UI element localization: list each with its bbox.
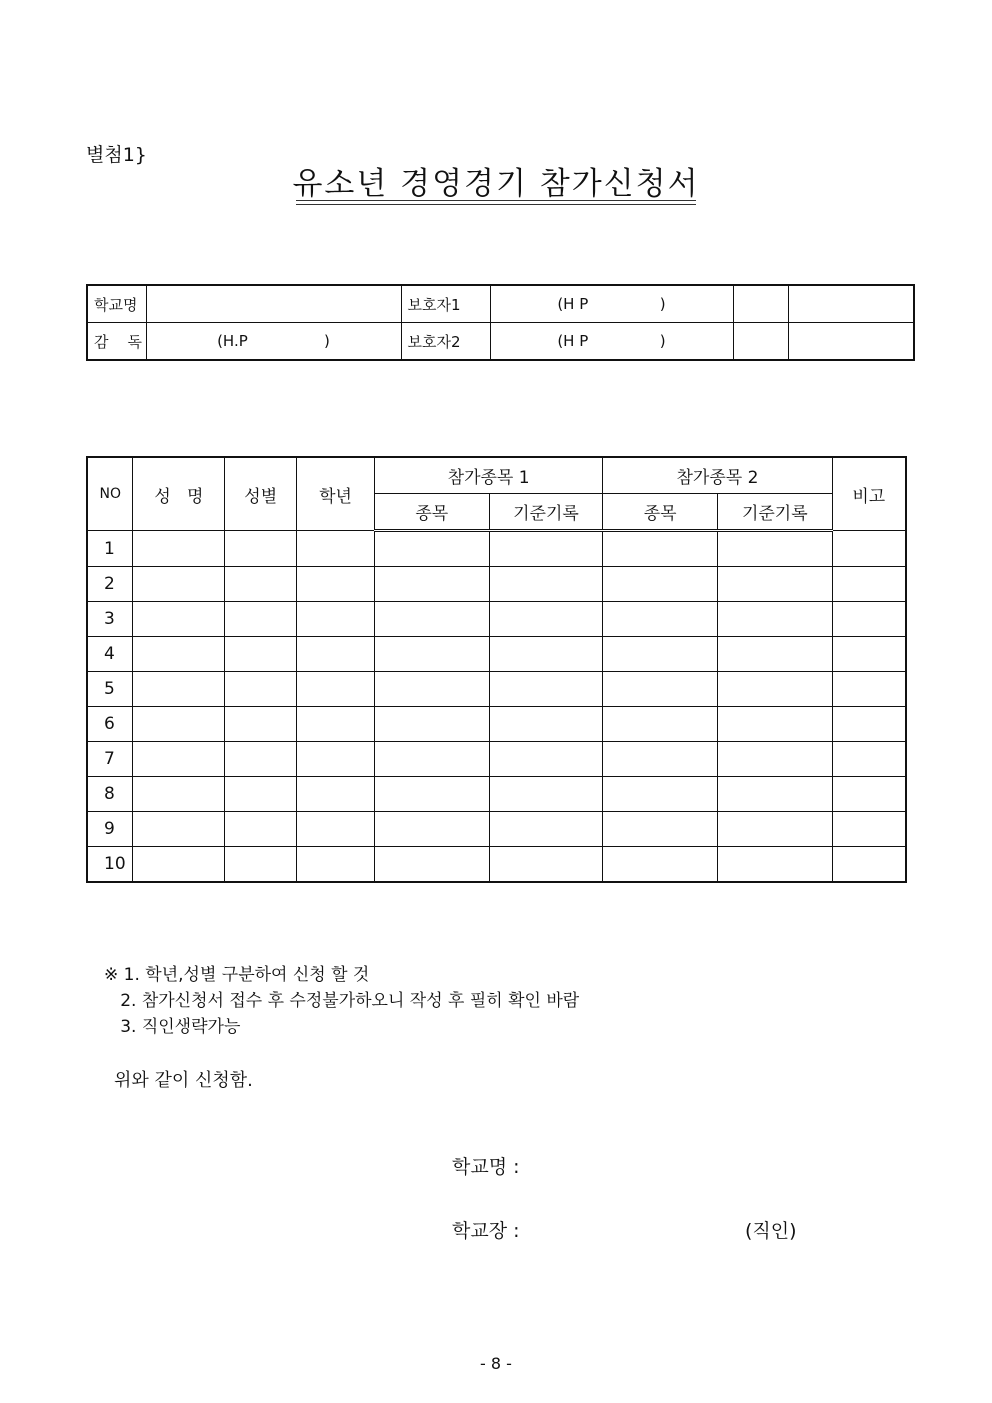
note-header: 비고 (832, 457, 906, 531)
coach-label: 감 독 (87, 323, 146, 361)
gender-header: 성별 (225, 457, 297, 531)
record1-cell[interactable] (489, 602, 603, 637)
event2-cell[interactable] (603, 812, 718, 847)
note-cell[interactable] (832, 812, 906, 847)
record1-cell[interactable] (489, 812, 603, 847)
note-cell[interactable] (832, 777, 906, 812)
event2-cell[interactable] (603, 531, 718, 567)
apply-statement: 위와 같이 신청함. (114, 1070, 253, 1091)
guardian2-label: 보호자2 (401, 323, 490, 361)
event1-cell[interactable] (374, 777, 489, 812)
school-name-field[interactable] (146, 285, 401, 323)
event2-event-header: 종목 (603, 494, 718, 531)
record2-cell[interactable] (717, 531, 832, 567)
name-cell[interactable] (133, 707, 225, 742)
record2-cell[interactable] (717, 567, 832, 602)
table-row (87, 742, 906, 777)
gender-cell[interactable] (225, 742, 297, 777)
record2-cell[interactable] (717, 847, 832, 883)
row-number: 3 (87, 602, 133, 637)
record2-cell[interactable] (717, 742, 832, 777)
record1-cell[interactable] (489, 637, 603, 672)
title-underline (296, 200, 696, 205)
signature-school-label: 학교명 : (452, 1156, 520, 1178)
grade-cell[interactable] (297, 567, 375, 602)
blank-cell[interactable] (733, 285, 788, 323)
table-row (87, 812, 906, 847)
name-cell[interactable] (133, 847, 225, 883)
note-cell[interactable] (832, 742, 906, 777)
record2-cell[interactable] (717, 637, 832, 672)
grade-cell[interactable] (297, 812, 375, 847)
coach-row (87, 323, 914, 361)
school-row (87, 285, 914, 323)
grade-cell[interactable] (297, 707, 375, 742)
gender-cell[interactable] (225, 812, 297, 847)
event1-cell[interactable] (374, 637, 489, 672)
note-cell[interactable] (832, 672, 906, 707)
grade-cell[interactable] (297, 742, 375, 777)
applicant-info-table (86, 284, 915, 361)
grade-cell[interactable] (297, 847, 375, 883)
table-row (87, 567, 906, 602)
event2-header: 참가종목 2 (603, 457, 832, 494)
record2-cell[interactable] (717, 672, 832, 707)
record1-cell[interactable] (489, 531, 603, 567)
table-row (87, 777, 906, 812)
table-row (87, 672, 906, 707)
record1-cell[interactable] (489, 707, 603, 742)
event2-cell[interactable] (603, 707, 718, 742)
record2-cell[interactable] (717, 602, 832, 637)
row-number: 4 (87, 637, 133, 672)
page-title: 유소년 경영경기 참가신청서 (292, 166, 700, 202)
event2-cell[interactable] (603, 777, 718, 812)
table-row (87, 847, 906, 883)
guardian1-label: 보호자1 (401, 285, 490, 323)
blank-cell[interactable] (788, 285, 914, 323)
table-row (87, 602, 906, 637)
grade-cell[interactable] (297, 531, 375, 567)
table-row (87, 707, 906, 742)
event1-cell[interactable] (374, 707, 489, 742)
blank-cell[interactable] (788, 323, 914, 361)
entry-table (86, 456, 907, 883)
name-header: 성 명 (133, 457, 225, 531)
grade-cell[interactable] (297, 777, 375, 812)
table-row (87, 531, 906, 567)
grade-cell[interactable] (297, 602, 375, 637)
row-number: 6 (87, 707, 133, 742)
note-item: ※ 1. 학년,성별 구분하여 신청 할 것 (104, 965, 370, 985)
record1-cell[interactable] (489, 847, 603, 883)
header-row (87, 457, 906, 494)
event1-cell[interactable] (374, 567, 489, 602)
event2-cell[interactable] (603, 847, 718, 883)
event1-cell[interactable] (374, 672, 489, 707)
event2-cell[interactable] (603, 742, 718, 777)
gender-cell[interactable] (225, 531, 297, 567)
record2-cell[interactable] (717, 812, 832, 847)
name-cell[interactable] (133, 602, 225, 637)
note-cell[interactable] (832, 707, 906, 742)
name-cell[interactable] (133, 812, 225, 847)
school-label: 학교명 (87, 285, 146, 323)
attachment-label: 별첨1} (86, 144, 147, 166)
row-number: 7 (87, 742, 133, 777)
gender-cell[interactable] (225, 602, 297, 637)
name-cell[interactable] (133, 742, 225, 777)
record1-cell[interactable] (489, 567, 603, 602)
row-number: 8 (87, 777, 133, 812)
event2-cell[interactable] (603, 672, 718, 707)
event1-event-header: 종목 (374, 494, 489, 531)
notes (104, 962, 579, 1040)
gender-cell[interactable] (225, 637, 297, 672)
event1-header: 참가종목 1 (374, 457, 602, 494)
record1-cell[interactable] (489, 777, 603, 812)
no-header: NO (87, 457, 133, 531)
name-cell[interactable] (133, 567, 225, 602)
seal-label: (직인) (745, 1220, 797, 1242)
event2-cell[interactable] (603, 567, 718, 602)
blank-cell[interactable] (733, 323, 788, 361)
gender-cell[interactable] (225, 567, 297, 602)
note-cell[interactable] (832, 637, 906, 672)
note-cell[interactable] (832, 531, 906, 567)
gender-cell[interactable] (225, 707, 297, 742)
signature-principal-label: 학교장 : (452, 1220, 520, 1242)
page-number: - 8 - (480, 1354, 512, 1373)
name-cell[interactable] (133, 777, 225, 812)
record2-cell[interactable] (717, 707, 832, 742)
coach-hp-field[interactable]: (H.P ) (146, 323, 401, 361)
row-number: 2 (87, 567, 133, 602)
event1-cell[interactable] (374, 531, 489, 567)
note-item: 3. 직인생략가능 (104, 1017, 241, 1037)
event1-cell[interactable] (374, 812, 489, 847)
note-cell[interactable] (832, 847, 906, 883)
gender-cell[interactable] (225, 777, 297, 812)
note-item: 2. 참가신청서 접수 후 수정불가하오니 작성 후 필히 확인 바람 (104, 991, 580, 1011)
event1-cell[interactable] (374, 847, 489, 883)
event1-cell[interactable] (374, 742, 489, 777)
record1-cell[interactable] (489, 672, 603, 707)
event2-cell[interactable] (603, 602, 718, 637)
event2-record-header: 기준기록 (717, 494, 832, 531)
event1-record-header: 기준기록 (489, 494, 603, 531)
table-row (87, 637, 906, 672)
name-cell[interactable] (133, 672, 225, 707)
guardian2-hp-field[interactable]: (H P ) (490, 323, 733, 361)
note-cell[interactable] (832, 602, 906, 637)
record2-cell[interactable] (717, 777, 832, 812)
row-number: 9 (87, 812, 133, 847)
row-number: 10 (87, 847, 133, 883)
grade-cell[interactable] (297, 637, 375, 672)
record1-cell[interactable] (489, 742, 603, 777)
note-cell[interactable] (832, 567, 906, 602)
grade-header: 학년 (297, 457, 375, 531)
event2-cell[interactable] (603, 637, 718, 672)
grade-cell[interactable] (297, 672, 375, 707)
row-number: 5 (87, 672, 133, 707)
gender-cell[interactable] (225, 847, 297, 883)
name-cell[interactable] (133, 637, 225, 672)
row-number: 1 (87, 531, 133, 567)
guardian1-hp-field[interactable]: (H P ) (490, 285, 733, 323)
name-cell[interactable] (133, 531, 225, 567)
event1-cell[interactable] (374, 602, 489, 637)
gender-cell[interactable] (225, 672, 297, 707)
